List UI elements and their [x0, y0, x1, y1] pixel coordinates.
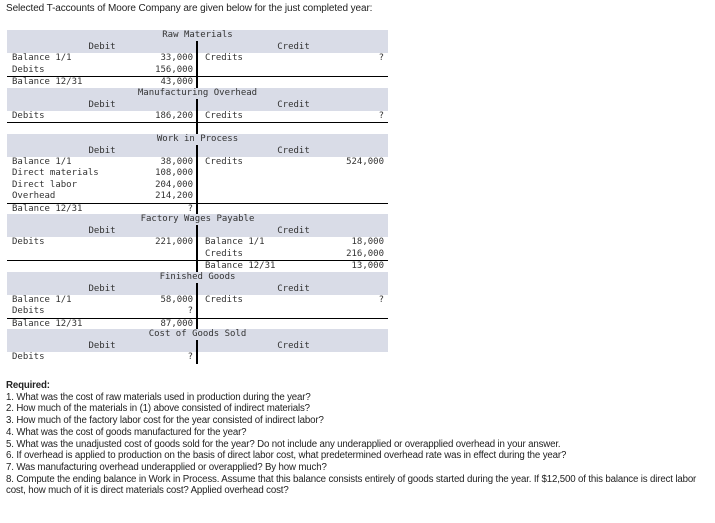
credit-amount: ? — [378, 53, 384, 63]
debit-label: Direct materials — [12, 168, 99, 178]
account-title: Cost of Goods Sold — [148, 329, 247, 339]
debit-header: Debit — [88, 145, 116, 156]
t-account-divider — [196, 340, 198, 364]
debit-header: Debit — [88, 99, 116, 110]
t-account-divider — [196, 225, 198, 272]
debit-amount: ? — [187, 203, 193, 214]
debit-amount: 58,000 — [160, 294, 193, 305]
credit-amount: 18,000 — [351, 237, 384, 247]
debit-header: Debit — [88, 42, 116, 52]
required-question: 7. Was manufacturing overhead underapplied or overapplied? By how much? — [6, 461, 327, 473]
required-heading: Required: — [6, 380, 50, 391]
credit-header: Credit — [277, 341, 310, 351]
credit-header: Credit — [277, 226, 310, 236]
debit-amount: 108,000 — [155, 168, 193, 178]
debit-label: Balance 12/31 — [12, 203, 83, 214]
t-account-divider — [196, 283, 198, 330]
required-question: 4. What was the cost of goods manufactured for the year? — [6, 426, 247, 438]
debit-amount: 156,000 — [155, 64, 193, 75]
credit-amount: ? — [378, 294, 384, 305]
account-title: Raw Materials — [162, 30, 233, 40]
debit-amount: 214,200 — [155, 191, 193, 201]
required-question: 1. What was the cost of raw materials used in production during the year? — [6, 391, 311, 403]
debit-amount: 43,000 — [160, 77, 193, 87]
t-account-divider — [196, 145, 198, 215]
debit-amount: 204,000 — [155, 179, 193, 190]
account-title: Manufacturing Overhead — [137, 87, 258, 98]
credit-amount: 524,000 — [346, 156, 384, 167]
debit-label: Balance 12/31 — [12, 318, 83, 329]
debit-label: Debits — [12, 352, 45, 362]
required-section — [6, 380, 714, 497]
credit-label: Credits — [205, 156, 243, 167]
t-account-divider — [196, 41, 198, 88]
required-question: 5. What was the unadjusted cost of goods sold for the year? Do not include any underapplied or overapplied overhead in your answer. — [6, 438, 561, 450]
credit-label: Credits — [205, 53, 243, 63]
debit-amount: 186,200 — [155, 110, 193, 121]
debit-label: Balance 12/31 — [12, 77, 83, 87]
credit-header: Credit — [277, 42, 310, 52]
debit-header: Debit — [88, 283, 116, 294]
t-account-raw-materials — [7, 30, 388, 88]
credit-label: Credits — [205, 294, 243, 305]
debit-amount: 221,000 — [155, 237, 193, 247]
debit-label: Balance 1/1 — [12, 53, 72, 63]
required-question: 8. Compute the ending balance in Work in Process. Assume that this balance consists entirely of goods started during the year. If $12,500 of this balance is direct labor cost, how much of it is direct materials cost? Applied overhead cost? — [6, 473, 697, 497]
credit-amount: ? — [378, 110, 384, 121]
account-title: Factory Wages Payable — [140, 214, 255, 224]
debit-label: Debits — [12, 237, 45, 247]
t-account-divider — [196, 99, 198, 134]
debit-label: Debits — [12, 64, 45, 75]
t-account-work-in-process — [7, 134, 388, 215]
credit-label: Balance 12/31 — [205, 261, 276, 271]
debit-label: Debits — [12, 306, 45, 316]
debit-label: Overhead — [12, 191, 56, 201]
required-question: 3. How much of the factory labor cost for the year consisted of indirect labor? — [6, 415, 324, 427]
credit-amount: 13,000 — [351, 261, 384, 271]
required-question: 2. How much of the materials in (1) above consisted of indirect materials? — [6, 403, 310, 415]
account-title: Finished Goods — [159, 271, 236, 282]
debit-label: Balance 1/1 — [12, 156, 72, 167]
credit-header: Credit — [277, 99, 310, 110]
credit-amount: 216,000 — [346, 248, 384, 259]
t-accounts — [7, 30, 388, 364]
debit-amount: 38,000 — [160, 156, 193, 167]
debit-amount: ? — [187, 306, 193, 316]
credit-label: Balance 1/1 — [205, 237, 265, 247]
t-account-factory-wages-payable — [7, 214, 388, 272]
debit-amount: ? — [187, 352, 193, 362]
debit-amount: 87,000 — [160, 318, 193, 329]
t-account-cost-of-goods-sold — [7, 329, 388, 364]
intro-text: Selected T-accounts of Moore Company are given below for the just completed year: — [6, 3, 373, 14]
t-account-manufacturing-overhead — [7, 88, 388, 134]
debit-label: Balance 1/1 — [12, 294, 72, 305]
required-question: 6. If overhead is applied to production on the basis of direct labor cost, what predetermined overhead rate was in effect during the year? — [6, 450, 567, 462]
t-account-finished-goods — [7, 272, 388, 330]
debit-label: Direct labor — [12, 179, 78, 190]
credit-header: Credit — [277, 283, 310, 294]
credit-label: Credits — [205, 248, 243, 259]
debit-header: Debit — [88, 341, 116, 351]
debit-label: Debits — [12, 110, 45, 121]
credit-header: Credit — [277, 145, 310, 156]
credit-label: Credits — [205, 110, 243, 121]
debit-amount: 33,000 — [160, 53, 193, 63]
debit-header: Debit — [88, 226, 116, 236]
account-title: Work in Process — [156, 133, 239, 144]
